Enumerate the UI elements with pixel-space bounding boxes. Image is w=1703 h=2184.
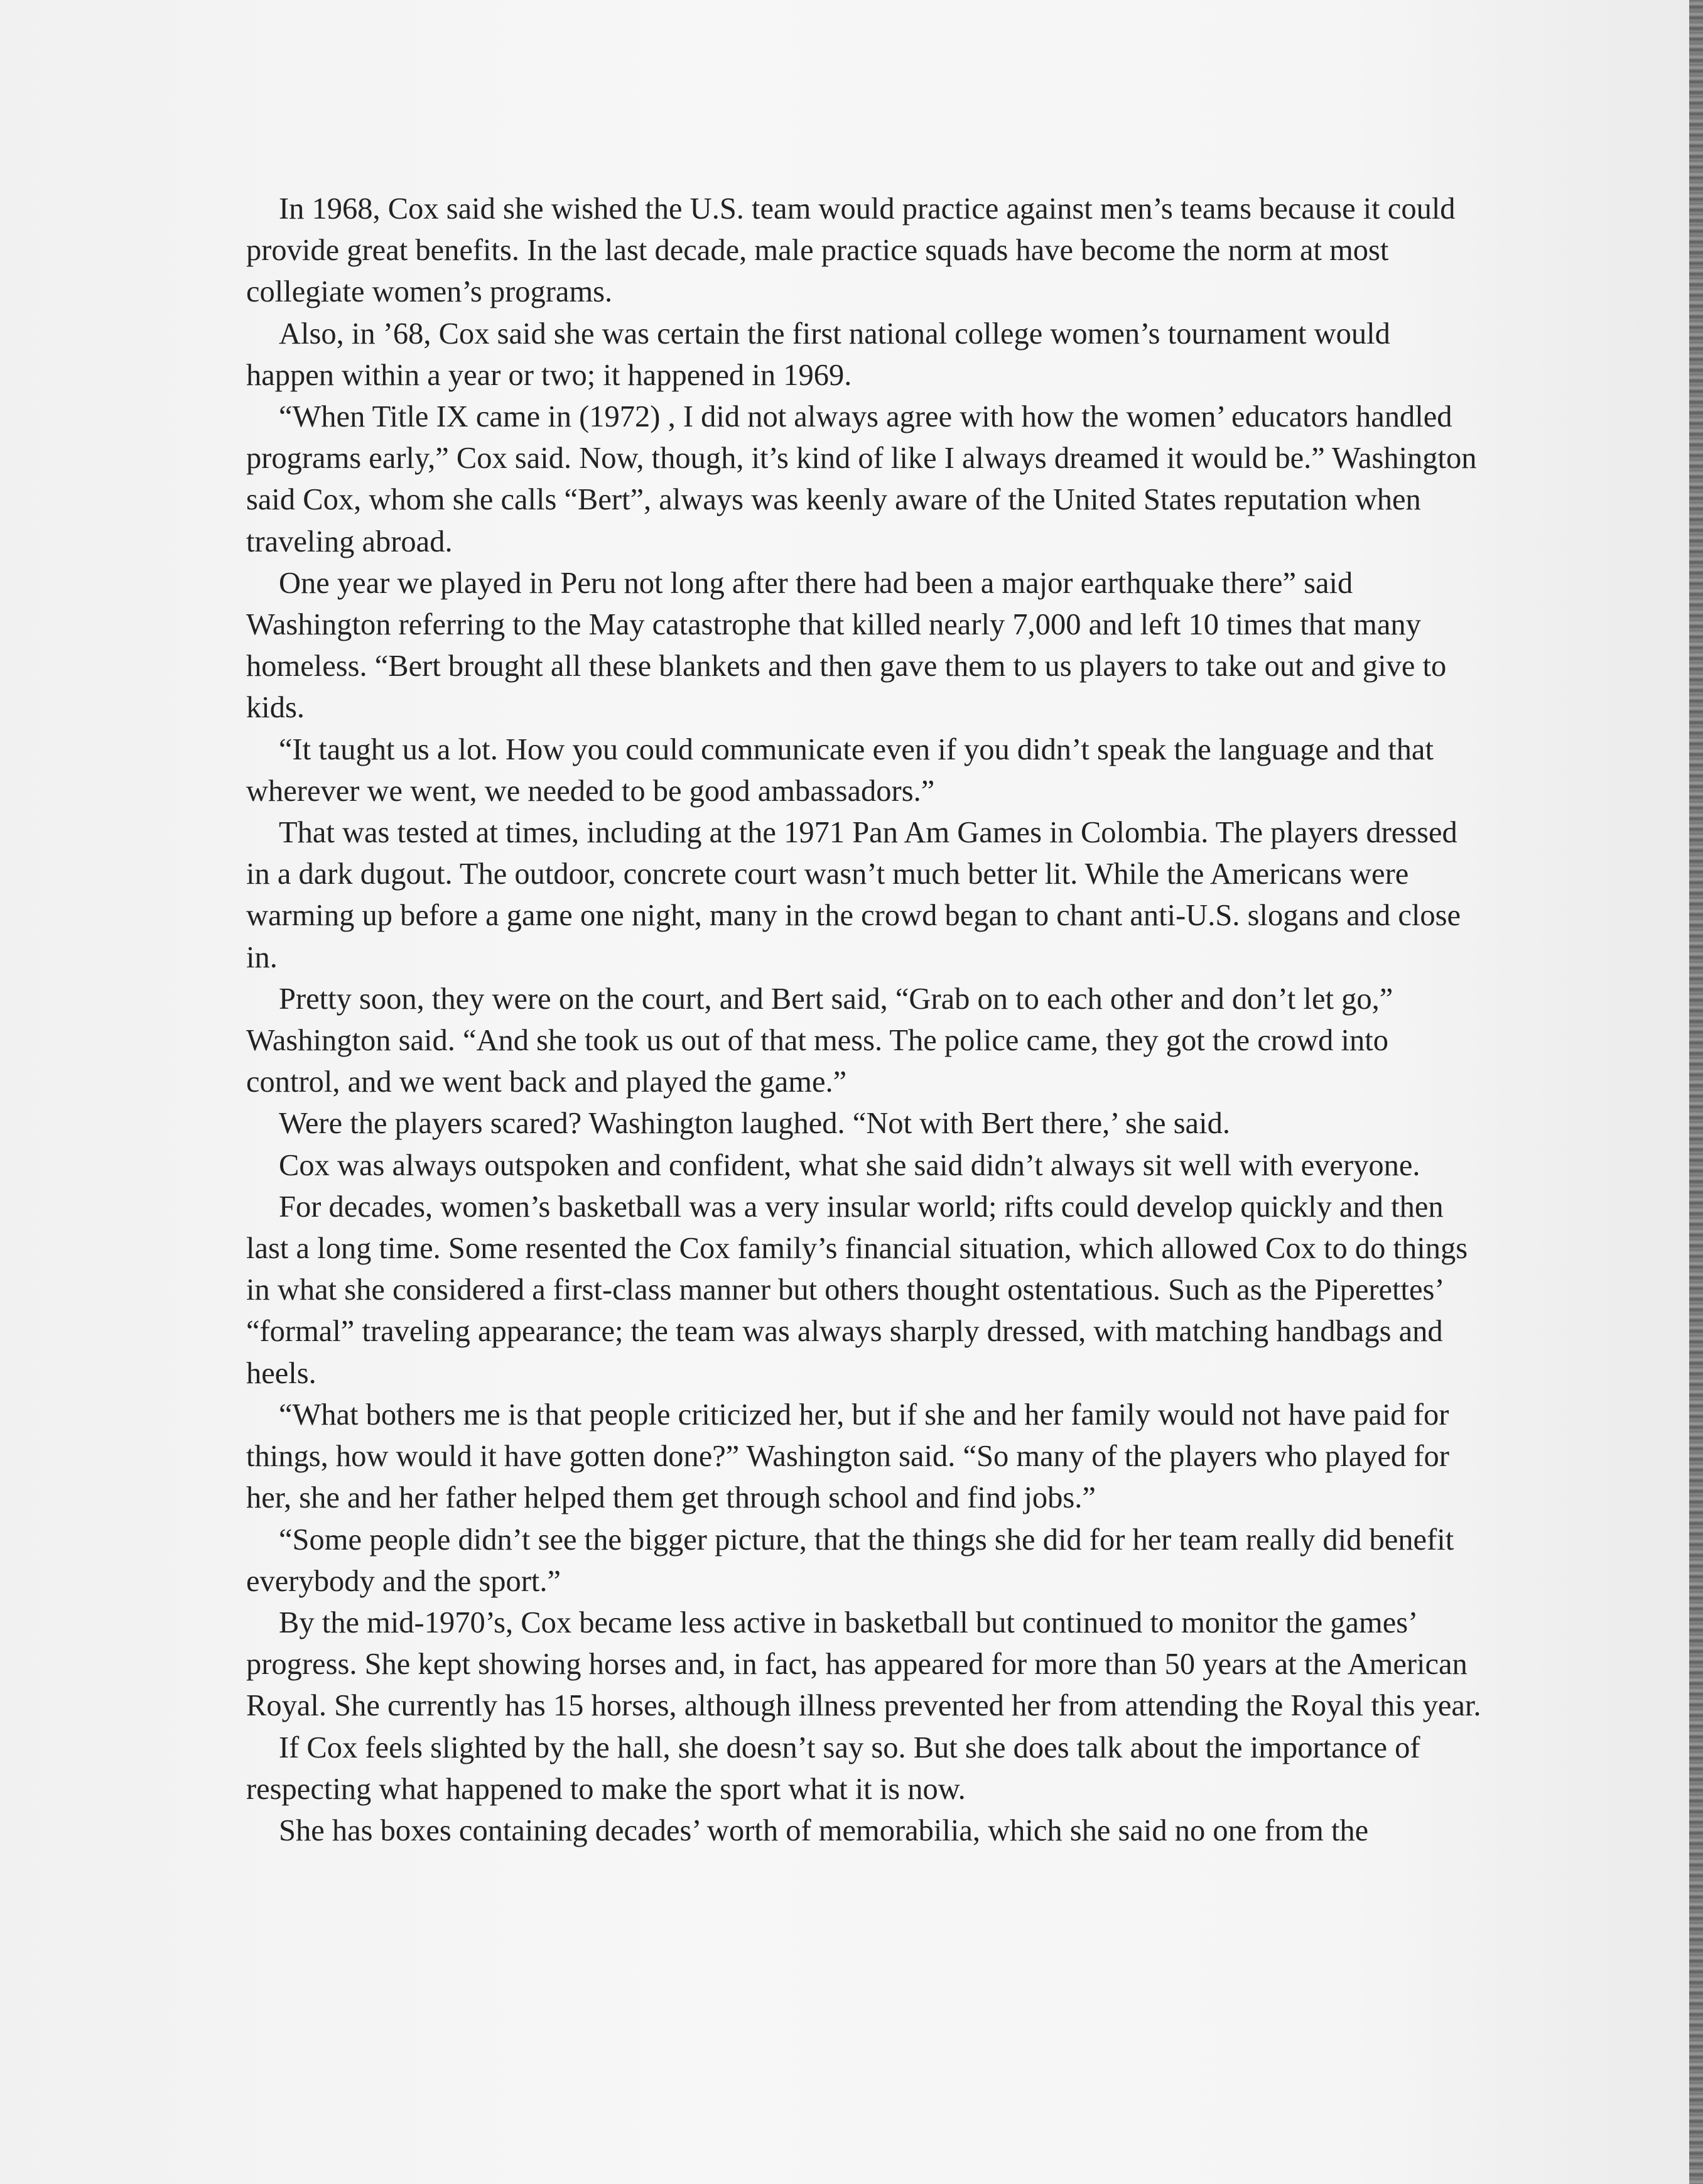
page-edge-border [1689,0,1703,2184]
paragraph-14: If Cox feels slighted by the hall, she doesn’t say so. But she does talk about the importance of respecting what happened to make the sport what it is now. [246,1730,1420,1806]
paragraph-6: That was tested at times, including at the 1971 Pan Am Games in Colombia. The players dressed in a dark dugout. The outdoor, concrete court wasn’t much better lit. While the Americans were warming up before a game one night, many in the crowd began to chant anti-U.S. slogans and close in. [246,816,1461,974]
article-body [246,188,1483,1852]
paragraph-3: “When Title IX came in (1972) , I did not always agree with how the women’ educators handled programs early,” Cox said. Now, though, it’s kind of like I always dreamed it would be.” Washington said Cox, whom she calls “Bert”, always was keenly aware of the United States reputation when traveling abroad. [246,400,1477,558]
paragraph-5: “It taught us a lot. How you could communicate even if you didn’t speak the language and that wherever we went, we needed to be good ambassadors.” [246,732,1434,808]
paragraph-8: Were the players scared? Washington laughed. “Not with Bert there,’ she said. [279,1107,1230,1141]
paragraph-1: In 1968, Cox said she wished the U.S. team would practice against men’s teams because it could provide great benefits. In the last decade, male practice squads have become the norm at most collegiate women’s programs. [246,192,1456,309]
paragraph-11: “What bothers me is that people criticized her, but if she and her family would not have paid for things, how would it have gotten done?” Washington said. “So many of the players who played for her, she and her father helped them get through school and find jobs.” [246,1398,1449,1515]
paragraph-13: By the mid-1970’s, Cox became less active in basketball but continued to monitor the games’ progress. She kept showing horses and, in fact, has appeared for more than 50 years at the American Royal. She currently has 15 horses, although illness prevented her from attending the Royal this year. [246,1605,1481,1723]
paragraph-9: Cox was always outspoken and confident, what she said didn’t always sit well with everyone. [279,1148,1420,1182]
paragraph-7: Pretty soon, they were on the court, and Bert said, “Grab on to each other and don’t let go,” Washington said. “And she took us out of that mess. The police came, they got the crowd into control, and we went back and played the game.” [246,982,1393,1099]
paragraph-10: For decades, women’s basketball was a very insular world; rifts could develop quickly and then last a long time. Some resented the Cox family’s financial situation, which allowed Cox to do things in what she considered a first-class manner but others thought ostentatious. Such as the Piperettes’ “formal” traveling appearance; the team was always sharply dressed, with matching handbags and heels. [246,1190,1468,1390]
paragraph-12: “Some people didn’t see the bigger picture, that the things she did for her team really did benefit everybody and the sport.” [246,1523,1454,1598]
paragraph-15: She has boxes containing decades’ worth of memorabilia, which she said no one from the [279,1813,1369,1847]
paragraph-2: Also, in ’68, Cox said she was certain the first national college women’s tournament would happen within a year or two; it happened in 1969. [246,317,1390,392]
paragraph-4: One year we played in Peru not long after there had been a major earthquake there” said Washington referring to the May catastrophe that killed nearly 7,000 and left 10 times that many homeless. “Bert brought all these blankets and then gave them to us players to take out and give to kids. [246,566,1447,725]
